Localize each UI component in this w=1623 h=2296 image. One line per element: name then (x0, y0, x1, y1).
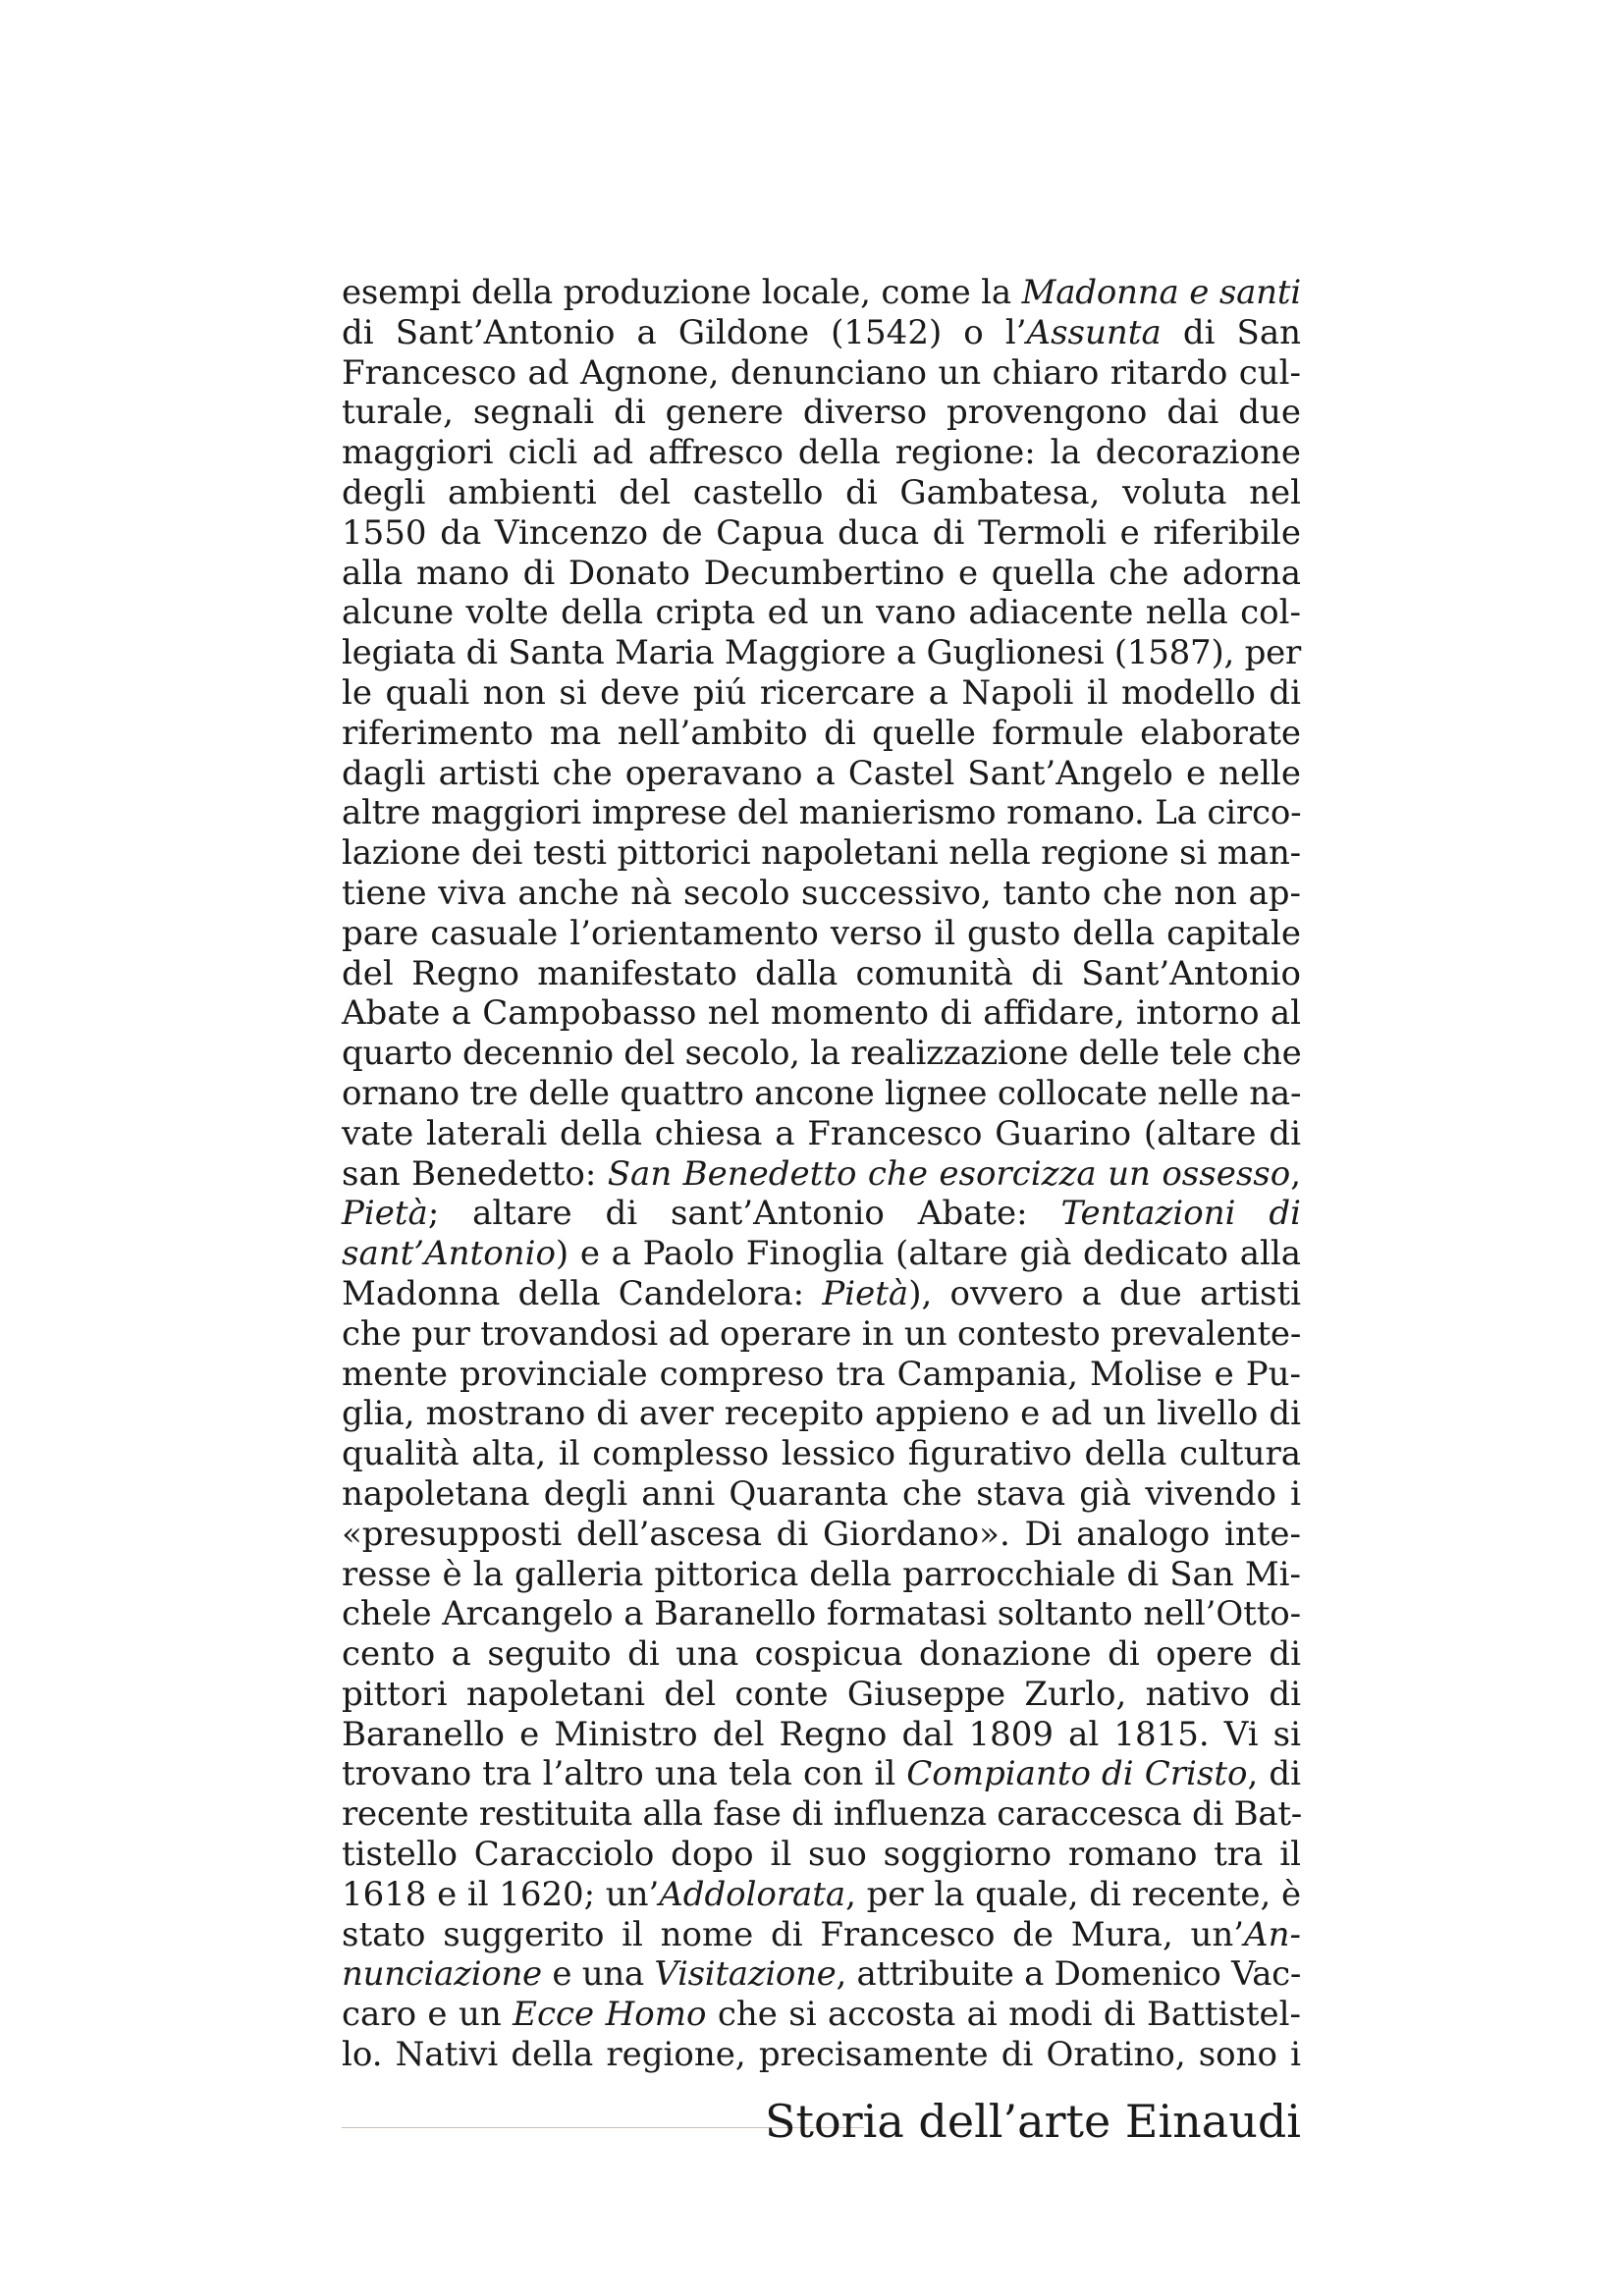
text-run: cento a seguito di una cospicua donazione di opere di (342, 1634, 1301, 1675)
text-run: recente restituita alla fase di influenza caraccesca di Bat- (342, 1794, 1302, 1835)
text-line (342, 554, 1301, 594)
text-run: le quali non si deve piú ricercare a Napoli il modello di (342, 672, 1301, 713)
text-run: turale, segnali di genere diverso provengono dai due (342, 393, 1301, 433)
text-line (342, 313, 1301, 353)
text-run: alla mano di Donato Decumbertino e quella che adorna (342, 553, 1301, 593)
text-run: resse è la galleria pittorica della parrocchiale di San Mi- (342, 1554, 1301, 1594)
text-line (342, 473, 1301, 513)
text-line (342, 633, 1301, 673)
text-line (342, 993, 1301, 1034)
text-line (342, 833, 1301, 874)
text-line (342, 954, 1301, 994)
text-run: , di (1247, 1754, 1301, 1794)
text-line (342, 1074, 1301, 1114)
text-run: che si accosta ai modi di Battistel- (706, 1995, 1301, 2035)
text-line (342, 353, 1301, 394)
text-run: esempi della produzione locale, come la (342, 273, 1022, 312)
text-run: qualità alta, il complesso lessico figurativo della cultura (342, 1434, 1301, 1474)
text-run: san Benedetto: (342, 1153, 608, 1194)
text-line (342, 2035, 1301, 2075)
text-run: quarto decennio del secolo, la realizzazione delle tele che (342, 1034, 1302, 1074)
text-run: del Regno manifestato dalla comunità di Sant’Antonio (342, 953, 1301, 993)
text-run: maggiori cicli ad affresco della regione: la decorazione (342, 433, 1301, 473)
text-run: di San (1161, 312, 1301, 352)
text-line (342, 593, 1301, 633)
italic-title: Assunta (1026, 312, 1162, 352)
text-run: napoletana degli anni Quaranta che stava già vivendo i (342, 1473, 1301, 1514)
text-line (342, 273, 1301, 313)
text-line (342, 1154, 1301, 1195)
page-footer (342, 2094, 1301, 2153)
text-run: ornano tre delle quattro ancone lignee collocate nelle na- (342, 1073, 1302, 1113)
text-line (342, 1875, 1301, 1915)
italic-title: Addolorata (659, 1874, 846, 1914)
text-run: pittori napoletani del conte Giuseppe Zurlo, nativo di (342, 1674, 1301, 1714)
italic-title: Visitazione (654, 1954, 837, 1995)
text-run: , (1290, 1153, 1301, 1194)
text-line (342, 1434, 1301, 1474)
text-run: Baranello e Ministro del Regno dal 1809 al 1815. Vi si (342, 1714, 1301, 1754)
text-line (342, 1675, 1301, 1715)
italic-title: Ecce Homo (513, 1995, 707, 2035)
text-run: «presupposti dell’ascesa di Giordano». Di analogo inte- (342, 1514, 1301, 1554)
text-run: pare casuale l’orientamento verso il gusto della capitale (342, 913, 1301, 953)
body-text (342, 273, 1301, 2075)
text-run: stato suggerito il nome di Francesco de Mura, un’ (342, 1914, 1245, 1954)
text-run: trovano tra l’altro una tela con il (342, 1754, 907, 1794)
text-run: ), ovvero a due artisti (908, 1273, 1301, 1313)
text-line (342, 1114, 1301, 1154)
italic-title: nunciazione (342, 1954, 542, 1995)
text-run: di Sant’Antonio a Gildone (1542) o l’ (342, 312, 1027, 352)
text-line (342, 1355, 1301, 1395)
italic-title: An- (1244, 1914, 1301, 1954)
text-line (342, 714, 1301, 754)
text-line (342, 1394, 1301, 1434)
text-run: Madonna della Candelora: (342, 1273, 823, 1313)
text-line (342, 1794, 1301, 1835)
text-line (342, 1034, 1301, 1074)
text-run: chele Arcangelo a Baranello formatasi soltanto nell’Otto- (342, 1594, 1301, 1634)
text-line (342, 1835, 1301, 1875)
text-line (342, 1555, 1301, 1595)
text-run: mente provinciale compreso tra Campania, Molise e Pu- (342, 1354, 1301, 1394)
text-run: legiata di Santa Maria Maggiore a Guglionesi (1587), per (342, 633, 1301, 673)
text-line (342, 433, 1301, 473)
text-line (342, 1754, 1301, 1794)
text-line (342, 1954, 1301, 1995)
text-run: , per la quale, di recente, è (845, 1874, 1302, 1914)
text-run: altre maggiori imprese del manierismo romano. La circo- (342, 793, 1302, 833)
text-run: caro e un (342, 1995, 514, 2035)
text-run: che pur trovandosi ad operare in un contesto prevalente- (342, 1313, 1302, 1354)
text-line (342, 754, 1301, 794)
text-line (342, 1474, 1301, 1515)
italic-title: Madonna e santi (1021, 273, 1301, 312)
text-line (342, 1234, 1301, 1274)
text-run: ) e a Paolo Finoglia (altare già dedicato alla (555, 1234, 1301, 1274)
italic-title: San Benedetto che esorcizza un ossesso (607, 1153, 1291, 1194)
text-line (342, 874, 1301, 914)
text-line (342, 1515, 1301, 1555)
italic-title: Tentazioni di (1060, 1194, 1301, 1234)
text-line (342, 1715, 1301, 1755)
text-run: e una (541, 1954, 655, 1995)
text-run: tiene viva anche nà secolo successivo, tanto che non ap- (342, 873, 1301, 913)
text-run: alcune volte della cripta ed un vano adiacente nella col- (342, 593, 1301, 633)
text-run: tistello Caracciolo dopo il suo soggiorno romano tra il (342, 1835, 1301, 1875)
text-line (342, 793, 1301, 833)
text-line (342, 673, 1301, 714)
italic-title: sant’Antonio (342, 1234, 556, 1274)
text-run: 1550 da Vincenzo de Capua duca di Termoli e riferibile (342, 512, 1301, 553)
text-line (342, 513, 1301, 554)
text-line (342, 1274, 1301, 1314)
text-run: Francesco ad Agnone, denunciano un chiaro ritardo cul- (342, 352, 1301, 393)
text-run: dagli artisti che operavano a Castel Sant’Angelo e nelle (342, 753, 1301, 793)
footer-publication-title: Storia dell’arte Einaudi (764, 2095, 1301, 2148)
text-line (342, 1314, 1301, 1355)
text-run: Abate a Campobasso nel momento di affidare, intorno al (342, 993, 1301, 1034)
text-run: , attribuite a Domenico Vac- (836, 1954, 1302, 1995)
italic-title: Pietà (342, 1194, 428, 1234)
text-run: vate laterali della chiesa a Francesco Guarino (altare di (342, 1113, 1301, 1153)
text-run: lo. Nativi della regione, precisamente di Oratino, sono i (342, 2035, 1301, 2075)
text-run: 1618 e il 1620; un’ (342, 1874, 660, 1914)
italic-title: Pietà (822, 1273, 909, 1313)
text-line (342, 914, 1301, 954)
text-run: glia, mostrano di aver recepito appieno e ad un livello di (342, 1394, 1301, 1434)
text-run: riferimento ma nell’ambito di quelle formule elaborate (342, 713, 1301, 753)
text-line (342, 1995, 1301, 2035)
text-run: lazione dei testi pittorici napoletani nella regione si man- (342, 833, 1301, 874)
text-line (342, 393, 1301, 433)
text-line (342, 1594, 1301, 1634)
text-run: ; altare di sant’Antonio Abate: (427, 1194, 1061, 1234)
italic-title: Compianto di Cristo (906, 1754, 1248, 1794)
text-line (342, 1634, 1301, 1675)
text-line (342, 1194, 1301, 1234)
text-run: degli ambienti del castello di Gambatesa, voluta nel (342, 472, 1301, 512)
text-line (342, 1915, 1301, 1955)
